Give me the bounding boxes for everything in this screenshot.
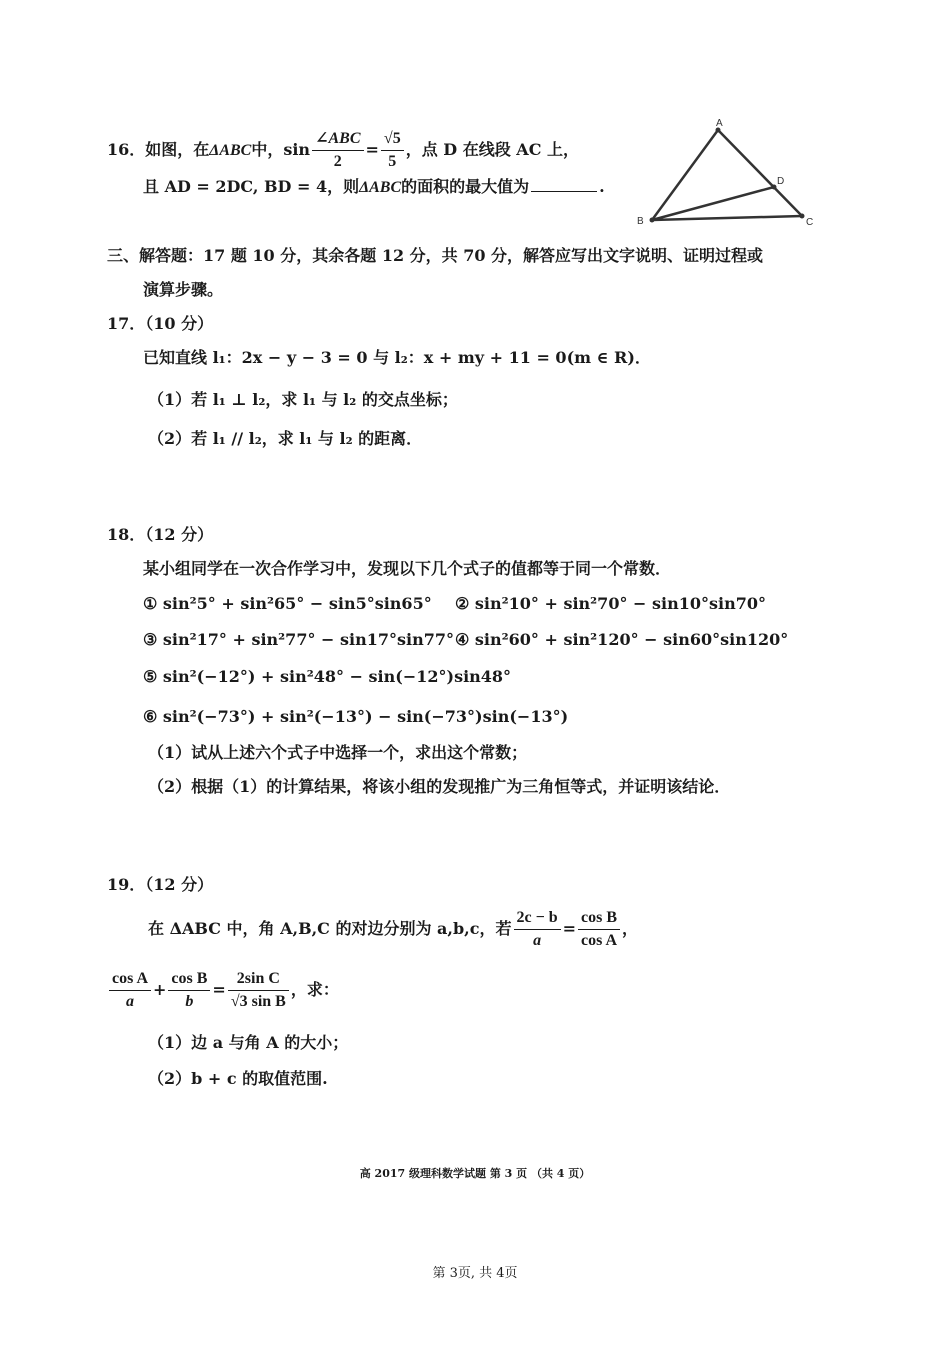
q17-part2: （2）若 l₁ // l₂，求 l₁ 与 l₂ 的距离． [148,429,423,448]
q17-stem: 已知直线 l₁：2x − y − 3 = 0 与 l₂：x + my + 11 = 0(m ∈ R)． [143,348,651,367]
q18-expr-5: ⑤ sin²(−12°) + sin²48° − sin(−12°)sin48° [143,667,512,686]
q16-frac-den: 2 [333,153,342,170]
q16-line2-triangle: ΔABC [359,179,402,196]
q18-stem: 某小组同学在一次合作学习中，发现以下几个式子的值都等于同一个常数． [143,559,672,578]
q16-fraction-left [312,129,363,172]
point-c [800,214,805,219]
q19-equals-1: = [562,919,577,938]
triangle-figure [632,116,822,230]
q16-rhs-num: √5 [381,129,404,151]
q19-condition-line [107,966,339,1014]
q19-f1-num: 2c − b [514,908,561,930]
label-d: D [777,176,785,187]
q18-expr-3: ③ sin²17° + sin²77° − sin17°sin77° [143,630,454,649]
q19-part2: （2）b + c 的取值范围. [148,1069,328,1088]
q16-number: 16． [107,140,146,159]
q16-fraction-right [381,129,404,172]
q19-fraction-4 [168,969,210,1012]
q16-line2-end: . [599,177,605,196]
q19-g1-den: a [126,993,134,1010]
q19-header: 19．（12 分） [107,875,214,894]
q19-fraction-3 [109,969,151,1012]
page-number: 第 3页, 共 4页 [432,1266,518,1281]
q16-mid: 中，sin [251,140,311,159]
q19-stem-line [148,906,638,952]
point-b [650,218,655,223]
q18-part1: （1）试从上述六个式子中选择一个，求出这个常数； [148,743,528,762]
segment-bd [652,187,774,220]
side-bc [652,216,802,220]
q19-g2-den: b [185,993,194,1010]
q19-equals-2: = [212,980,226,999]
q18-expr-2: ② sin²10° + sin²70° − sin10°sin70° [455,594,766,613]
label-a: A [716,118,723,129]
q19-comma: ， [622,919,639,938]
q16-line2c: 的面积的最大值为 [401,177,530,196]
exam-footer: 高 2017 级理科数学试题 第 3 页 （共 4 页） [359,1167,591,1180]
label-b: B [637,216,644,227]
section3-line1: 三、解答题：17 题 10 分，其余各题 12 分，共 70 分，解答应写出文字说明、证明过程或 [107,246,764,265]
q19-f1-den: a [533,932,542,949]
q16-equals: = [365,140,379,159]
q16-frac-num: ∠ABC [312,129,363,151]
q19-f2-num: cos B [578,908,620,930]
q16-rhs-den: 5 [388,153,397,170]
q19-g2-num: cos B [168,969,210,991]
q19-plus: + [153,980,167,999]
q18-expr-1: ① sin²5° + sin²65° − sin5°sin65° [143,594,432,613]
label-c: C [806,217,814,228]
q19-g3-den: √3 sin B [230,993,286,1010]
q19-tail: ，求： [290,980,339,999]
point-d [772,185,777,190]
q16-prefix: 如图，在 [145,140,210,159]
q19-fraction-1 [514,908,561,951]
q19-f2-den: cos A [581,932,618,949]
q16-triangle: ΔABC [209,142,252,159]
q17-header: 17．（10 分） [107,314,214,333]
q18-part2: （2）根据（1）的计算结果，将该小组的发现推广为三角恒等式，并证明该结论． [148,777,731,796]
q19-g1-num: cos A [109,969,151,991]
q19-fraction-2 [578,908,620,951]
q16-line2a: 且 AD = 2DC, BD = 4，则 [143,177,360,196]
q19-fraction-5 [228,969,289,1012]
answer-blank [531,177,597,192]
side-ac [718,130,802,216]
q18-expr-6: ⑥ sin²(−73°) + sin²(−13°) − sin(−73°)sin(−13°) [143,707,569,726]
q19-part1: （1）边 a 与角 A 的大小； [148,1033,349,1052]
q16-line1 [107,128,579,172]
q17-part1: （1）若 l₁ ⊥ l₂，求 l₁ 与 l₂ 的交点坐标； [148,390,458,409]
section3-line2: 演算步骤。 [143,280,224,299]
side-ab [652,130,718,220]
q19-stem-text: 在 ΔABC 中，角 A,B,C 的对边分别为 a,b,c，若 [148,919,512,938]
q16-after: ，点 D 在线段 AC 上， [405,140,579,159]
q16-line2 [143,176,605,199]
q18-expr-4: ④ sin²60° + sin²120° − sin60°sin120° [455,630,789,649]
q18-header: 18．（12 分） [107,525,214,544]
q19-g3-num: 2sin C [228,969,289,991]
